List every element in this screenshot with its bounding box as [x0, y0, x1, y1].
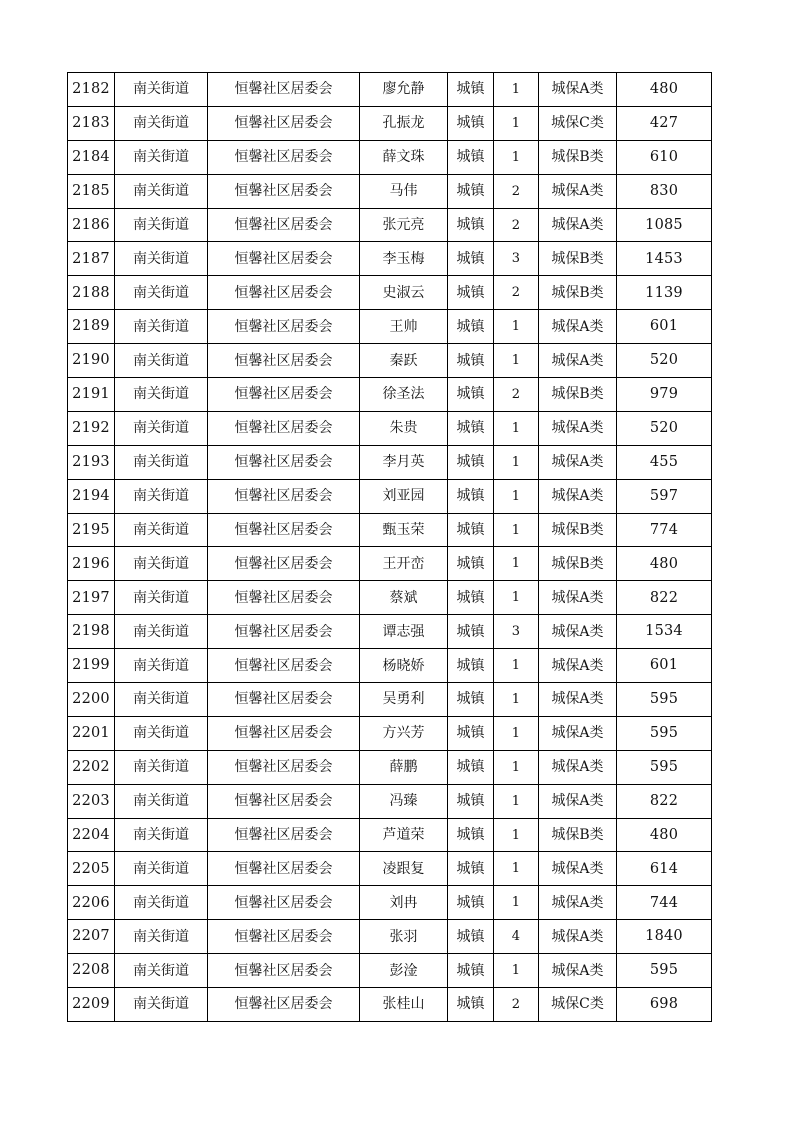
category-cell: 城保A类: [539, 344, 617, 378]
amount-cell: 595: [617, 716, 712, 750]
area-type-cell: 城镇: [448, 954, 494, 988]
name-cell: 凌跟复: [360, 852, 448, 886]
street-cell: 南关街道: [115, 276, 208, 310]
name-cell: 薛鹏: [360, 750, 448, 784]
category-cell: 城保A类: [539, 750, 617, 784]
street-cell: 南关街道: [115, 852, 208, 886]
committee-cell: 恒馨社区居委会: [208, 750, 360, 784]
street-cell: 南关街道: [115, 547, 208, 581]
category-cell: 城保A类: [539, 445, 617, 479]
category-cell: 城保A类: [539, 920, 617, 954]
amount-cell: 774: [617, 513, 712, 547]
amount-cell: 455: [617, 445, 712, 479]
amount-cell: 830: [617, 174, 712, 208]
name-cell: 冯臻: [360, 784, 448, 818]
area-type-cell: 城镇: [448, 784, 494, 818]
amount-cell: 979: [617, 378, 712, 412]
household-size-cell: 2: [494, 378, 539, 412]
household-size-cell: 1: [494, 581, 539, 615]
area-type-cell: 城镇: [448, 208, 494, 242]
committee-cell: 恒馨社区居委会: [208, 276, 360, 310]
roster-table: [67, 72, 712, 1022]
street-cell: 南关街道: [115, 581, 208, 615]
name-cell: 方兴芳: [360, 716, 448, 750]
street-cell: 南关街道: [115, 208, 208, 242]
street-cell: 南关街道: [115, 344, 208, 378]
street-cell: 南关街道: [115, 988, 208, 1022]
household-size-cell: 1: [494, 649, 539, 683]
amount-cell: 698: [617, 988, 712, 1022]
table-row: [68, 750, 712, 784]
household-size-cell: 1: [494, 445, 539, 479]
table-row: [68, 411, 712, 445]
category-cell: 城保A类: [539, 784, 617, 818]
amount-cell: 597: [617, 479, 712, 513]
household-size-cell: 1: [494, 784, 539, 818]
household-size-cell: 3: [494, 242, 539, 276]
table-row: [68, 784, 712, 818]
seq-cell: 2197: [68, 581, 115, 615]
street-cell: 南关街道: [115, 140, 208, 174]
area-type-cell: 城镇: [448, 140, 494, 174]
amount-cell: 744: [617, 886, 712, 920]
name-cell: 朱贵: [360, 411, 448, 445]
committee-cell: 恒馨社区居委会: [208, 784, 360, 818]
household-size-cell: 1: [494, 818, 539, 852]
committee-cell: 恒馨社区居委会: [208, 615, 360, 649]
household-size-cell: 1: [494, 513, 539, 547]
seq-cell: 2200: [68, 683, 115, 717]
committee-cell: 恒馨社区居委会: [208, 683, 360, 717]
amount-cell: 610: [617, 140, 712, 174]
household-size-cell: 2: [494, 174, 539, 208]
household-size-cell: 1: [494, 344, 539, 378]
table-row: [68, 106, 712, 140]
area-type-cell: 城镇: [448, 649, 494, 683]
amount-cell: 822: [617, 784, 712, 818]
category-cell: 城保A类: [539, 411, 617, 445]
street-cell: 南关街道: [115, 445, 208, 479]
area-type-cell: 城镇: [448, 411, 494, 445]
committee-cell: 恒馨社区居委会: [208, 411, 360, 445]
category-cell: 城保C类: [539, 106, 617, 140]
household-size-cell: 1: [494, 750, 539, 784]
category-cell: 城保A类: [539, 649, 617, 683]
seq-cell: 2182: [68, 73, 115, 107]
amount-cell: 1534: [617, 615, 712, 649]
household-size-cell: 1: [494, 886, 539, 920]
seq-cell: 2198: [68, 615, 115, 649]
seq-cell: 2199: [68, 649, 115, 683]
committee-cell: 恒馨社区居委会: [208, 649, 360, 683]
street-cell: 南关街道: [115, 683, 208, 717]
street-cell: 南关街道: [115, 886, 208, 920]
name-cell: 秦跃: [360, 344, 448, 378]
household-size-cell: 2: [494, 988, 539, 1022]
area-type-cell: 城镇: [448, 310, 494, 344]
name-cell: 刘冉: [360, 886, 448, 920]
household-size-cell: 1: [494, 716, 539, 750]
table-row: [68, 581, 712, 615]
committee-cell: 恒馨社区居委会: [208, 886, 360, 920]
seq-cell: 2205: [68, 852, 115, 886]
area-type-cell: 城镇: [448, 378, 494, 412]
area-type-cell: 城镇: [448, 242, 494, 276]
seq-cell: 2192: [68, 411, 115, 445]
amount-cell: 601: [617, 649, 712, 683]
table-row: [68, 547, 712, 581]
category-cell: 城保A类: [539, 310, 617, 344]
committee-cell: 恒馨社区居委会: [208, 716, 360, 750]
category-cell: 城保B类: [539, 818, 617, 852]
street-cell: 南关街道: [115, 920, 208, 954]
name-cell: 马伟: [360, 174, 448, 208]
seq-cell: 2186: [68, 208, 115, 242]
committee-cell: 恒馨社区居委会: [208, 140, 360, 174]
street-cell: 南关街道: [115, 750, 208, 784]
street-cell: 南关街道: [115, 649, 208, 683]
seq-cell: 2209: [68, 988, 115, 1022]
table-row: [68, 716, 712, 750]
category-cell: 城保A类: [539, 479, 617, 513]
area-type-cell: 城镇: [448, 445, 494, 479]
name-cell: 杨晓娇: [360, 649, 448, 683]
category-cell: 城保B类: [539, 547, 617, 581]
committee-cell: 恒馨社区居委会: [208, 547, 360, 581]
area-type-cell: 城镇: [448, 73, 494, 107]
committee-cell: 恒馨社区居委会: [208, 445, 360, 479]
table-row: [68, 513, 712, 547]
name-cell: 李月英: [360, 445, 448, 479]
table-row: [68, 988, 712, 1022]
street-cell: 南关街道: [115, 310, 208, 344]
seq-cell: 2203: [68, 784, 115, 818]
amount-cell: 480: [617, 547, 712, 581]
table-row: [68, 140, 712, 174]
category-cell: 城保B类: [539, 242, 617, 276]
category-cell: 城保A类: [539, 73, 617, 107]
amount-cell: 480: [617, 73, 712, 107]
amount-cell: 595: [617, 750, 712, 784]
area-type-cell: 城镇: [448, 886, 494, 920]
amount-cell: 1453: [617, 242, 712, 276]
category-cell: 城保A类: [539, 886, 617, 920]
table-row: [68, 445, 712, 479]
committee-cell: 恒馨社区居委会: [208, 818, 360, 852]
table-row: [68, 852, 712, 886]
area-type-cell: 城镇: [448, 683, 494, 717]
category-cell: 城保A类: [539, 683, 617, 717]
seq-cell: 2190: [68, 344, 115, 378]
street-cell: 南关街道: [115, 378, 208, 412]
street-cell: 南关街道: [115, 615, 208, 649]
street-cell: 南关街道: [115, 242, 208, 276]
street-cell: 南关街道: [115, 174, 208, 208]
household-size-cell: 2: [494, 276, 539, 310]
amount-cell: 601: [617, 310, 712, 344]
area-type-cell: 城镇: [448, 174, 494, 208]
committee-cell: 恒馨社区居委会: [208, 73, 360, 107]
name-cell: 徐圣法: [360, 378, 448, 412]
street-cell: 南关街道: [115, 954, 208, 988]
name-cell: 孔振龙: [360, 106, 448, 140]
seq-cell: 2188: [68, 276, 115, 310]
area-type-cell: 城镇: [448, 920, 494, 954]
table-row: [68, 886, 712, 920]
category-cell: 城保B类: [539, 378, 617, 412]
seq-cell: 2191: [68, 378, 115, 412]
area-type-cell: 城镇: [448, 852, 494, 886]
seq-cell: 2196: [68, 547, 115, 581]
category-cell: 城保A类: [539, 581, 617, 615]
category-cell: 城保C类: [539, 988, 617, 1022]
committee-cell: 恒馨社区居委会: [208, 479, 360, 513]
name-cell: 吴勇利: [360, 683, 448, 717]
committee-cell: 恒馨社区居委会: [208, 174, 360, 208]
street-cell: 南关街道: [115, 513, 208, 547]
name-cell: 甄玉荣: [360, 513, 448, 547]
committee-cell: 恒馨社区居委会: [208, 208, 360, 242]
table-row: [68, 310, 712, 344]
committee-cell: 恒馨社区居委会: [208, 242, 360, 276]
household-size-cell: 1: [494, 954, 539, 988]
name-cell: 蔡斌: [360, 581, 448, 615]
household-size-cell: 1: [494, 106, 539, 140]
household-size-cell: 1: [494, 479, 539, 513]
amount-cell: 1840: [617, 920, 712, 954]
table-row: [68, 344, 712, 378]
household-size-cell: 1: [494, 310, 539, 344]
area-type-cell: 城镇: [448, 479, 494, 513]
committee-cell: 恒馨社区居委会: [208, 581, 360, 615]
seq-cell: 2194: [68, 479, 115, 513]
committee-cell: 恒馨社区居委会: [208, 954, 360, 988]
seq-cell: 2202: [68, 750, 115, 784]
seq-cell: 2206: [68, 886, 115, 920]
category-cell: 城保A类: [539, 716, 617, 750]
name-cell: 谭志强: [360, 615, 448, 649]
committee-cell: 恒馨社区居委会: [208, 988, 360, 1022]
household-size-cell: 1: [494, 140, 539, 174]
table-row: [68, 378, 712, 412]
name-cell: 张桂山: [360, 988, 448, 1022]
name-cell: 史淑云: [360, 276, 448, 310]
seq-cell: 2207: [68, 920, 115, 954]
name-cell: 王开峦: [360, 547, 448, 581]
name-cell: 廖允静: [360, 73, 448, 107]
amount-cell: 480: [617, 818, 712, 852]
name-cell: 张羽: [360, 920, 448, 954]
name-cell: 张元亮: [360, 208, 448, 242]
name-cell: 薛文珠: [360, 140, 448, 174]
name-cell: 彭淦: [360, 954, 448, 988]
household-size-cell: 3: [494, 615, 539, 649]
seq-cell: 2208: [68, 954, 115, 988]
category-cell: 城保A类: [539, 954, 617, 988]
area-type-cell: 城镇: [448, 581, 494, 615]
household-size-cell: 1: [494, 73, 539, 107]
household-size-cell: 4: [494, 920, 539, 954]
name-cell: 刘亚园: [360, 479, 448, 513]
street-cell: 南关街道: [115, 818, 208, 852]
area-type-cell: 城镇: [448, 615, 494, 649]
amount-cell: 1085: [617, 208, 712, 242]
street-cell: 南关街道: [115, 784, 208, 818]
amount-cell: 1139: [617, 276, 712, 310]
table-row: [68, 649, 712, 683]
seq-cell: 2193: [68, 445, 115, 479]
roster-body: [68, 73, 712, 1022]
name-cell: 芦道荣: [360, 818, 448, 852]
street-cell: 南关街道: [115, 73, 208, 107]
category-cell: 城保A类: [539, 615, 617, 649]
household-size-cell: 1: [494, 852, 539, 886]
area-type-cell: 城镇: [448, 513, 494, 547]
seq-cell: 2201: [68, 716, 115, 750]
category-cell: 城保B类: [539, 513, 617, 547]
seq-cell: 2184: [68, 140, 115, 174]
street-cell: 南关街道: [115, 479, 208, 513]
seq-cell: 2183: [68, 106, 115, 140]
street-cell: 南关街道: [115, 106, 208, 140]
amount-cell: 614: [617, 852, 712, 886]
category-cell: 城保A类: [539, 852, 617, 886]
committee-cell: 恒馨社区居委会: [208, 378, 360, 412]
category-cell: 城保B类: [539, 276, 617, 310]
street-cell: 南关街道: [115, 411, 208, 445]
area-type-cell: 城镇: [448, 547, 494, 581]
area-type-cell: 城镇: [448, 106, 494, 140]
seq-cell: 2204: [68, 818, 115, 852]
area-type-cell: 城镇: [448, 988, 494, 1022]
name-cell: 李玉梅: [360, 242, 448, 276]
seq-cell: 2185: [68, 174, 115, 208]
seq-cell: 2189: [68, 310, 115, 344]
committee-cell: 恒馨社区居委会: [208, 852, 360, 886]
committee-cell: 恒馨社区居委会: [208, 513, 360, 547]
area-type-cell: 城镇: [448, 750, 494, 784]
amount-cell: 595: [617, 954, 712, 988]
category-cell: 城保A类: [539, 208, 617, 242]
table-row: [68, 615, 712, 649]
table-row: [68, 242, 712, 276]
table-row: [68, 479, 712, 513]
table-row: [68, 276, 712, 310]
seq-cell: 2187: [68, 242, 115, 276]
area-type-cell: 城镇: [448, 818, 494, 852]
table-row: [68, 818, 712, 852]
committee-cell: 恒馨社区居委会: [208, 920, 360, 954]
amount-cell: 520: [617, 344, 712, 378]
category-cell: 城保A类: [539, 174, 617, 208]
table-row: [68, 174, 712, 208]
area-type-cell: 城镇: [448, 344, 494, 378]
household-size-cell: 1: [494, 547, 539, 581]
household-size-cell: 1: [494, 411, 539, 445]
committee-cell: 恒馨社区居委会: [208, 310, 360, 344]
committee-cell: 恒馨社区居委会: [208, 106, 360, 140]
area-type-cell: 城镇: [448, 716, 494, 750]
street-cell: 南关街道: [115, 716, 208, 750]
table-row: [68, 954, 712, 988]
area-type-cell: 城镇: [448, 276, 494, 310]
amount-cell: 520: [617, 411, 712, 445]
seq-cell: 2195: [68, 513, 115, 547]
category-cell: 城保B类: [539, 140, 617, 174]
amount-cell: 595: [617, 683, 712, 717]
household-size-cell: 1: [494, 683, 539, 717]
amount-cell: 427: [617, 106, 712, 140]
table-row: [68, 683, 712, 717]
amount-cell: 822: [617, 581, 712, 615]
household-size-cell: 2: [494, 208, 539, 242]
table-row: [68, 73, 712, 107]
table-row: [68, 208, 712, 242]
committee-cell: 恒馨社区居委会: [208, 344, 360, 378]
table-row: [68, 920, 712, 954]
name-cell: 王帅: [360, 310, 448, 344]
